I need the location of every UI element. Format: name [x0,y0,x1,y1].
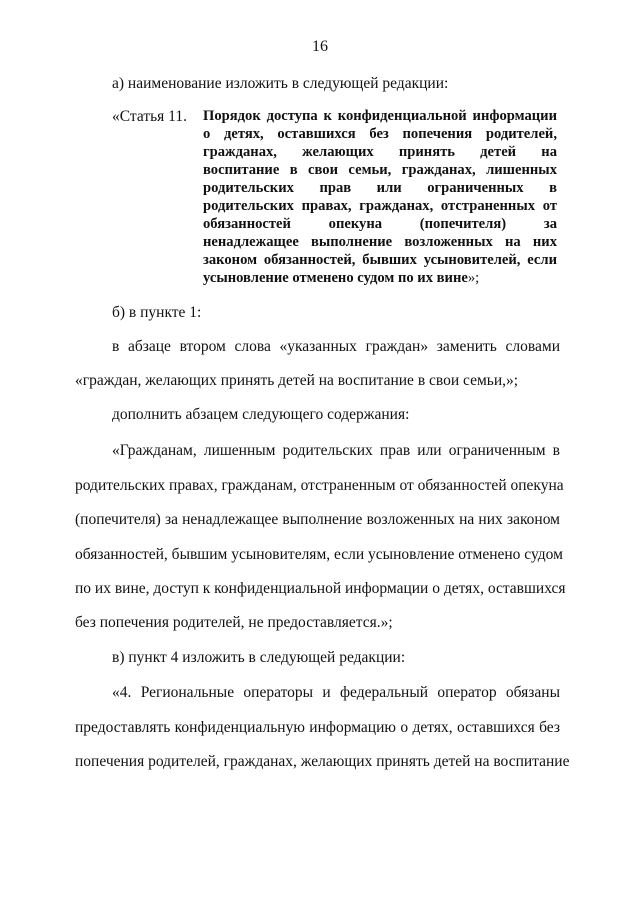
quote-line: без попечения родителей, не предоставляется.»; [75,614,393,631]
article-title-line: обязанностей опекуна (попечителя) за [203,216,557,232]
article-title-line: Порядок доступа к конфиденциальной информации [203,108,557,124]
article-title-line: о детях, оставшихся без попечения родителей, [203,126,557,142]
quote-line: (попечителя) за ненадлежащее выполнение возложенных на них законом [75,511,560,528]
page-number: 16 [312,38,328,55]
quote-line: обязанностей, бывшим усыновителям, если усыновление отменено судом [75,546,563,563]
item-a-text: а) наименование изложить в следующей редакции: [112,75,449,92]
article-title-line: родительских правах, гражданах, отстраненных от [203,198,557,214]
article-title-line: воспитание в свои семьи, гражданах, лишенных [203,162,557,178]
quote-line: по их вине, доступ к конфиденциальной информации о детях, оставшихся [75,580,566,597]
article-title-last-bold: усыновление отменено судом по их вине [203,270,468,286]
paragraph-line: «граждан, желающих принять детей на воспитание в свои семьи,»; [75,372,519,389]
article-title-line: родительских прав или ограниченных в [203,180,557,196]
quote-line: «Гражданам, лишенным родительских прав или ограниченным в [112,442,560,459]
item-b-text: б) в пункте 1: [112,304,202,321]
article-title-line: гражданах, желающих принять детей на [203,144,557,160]
article-title-line: законом обязанностей, бывших усыновителей, если [203,252,557,268]
article-title-last-tail: »; [467,270,480,286]
item-c-text: в) пункт 4 изложить в следующей редакции: [112,649,406,666]
paragraph-line: дополнить абзацем следующего содержания: [112,406,410,423]
paragraph-line: в абзаце втором слова «указанных граждан» заменить словами [112,338,560,355]
point-4-line: предоставлять конфиденциальную информацию о детях, оставшихся без [75,719,560,736]
article-title-line: ненадлежащее выполнение возложенных на них [203,234,557,250]
article-title-last-line [203,270,557,288]
point-4-line: попечения родителей, гражданах, желающих принять детей на воспитание [75,753,570,770]
point-4-line: «4. Региональные операторы и федеральный оператор обязаны [112,684,560,701]
quote-line: родительских правах, гражданам, отстраненным от обязанностей опекуна [75,477,564,494]
article-label: «Статья 11. [112,108,187,125]
